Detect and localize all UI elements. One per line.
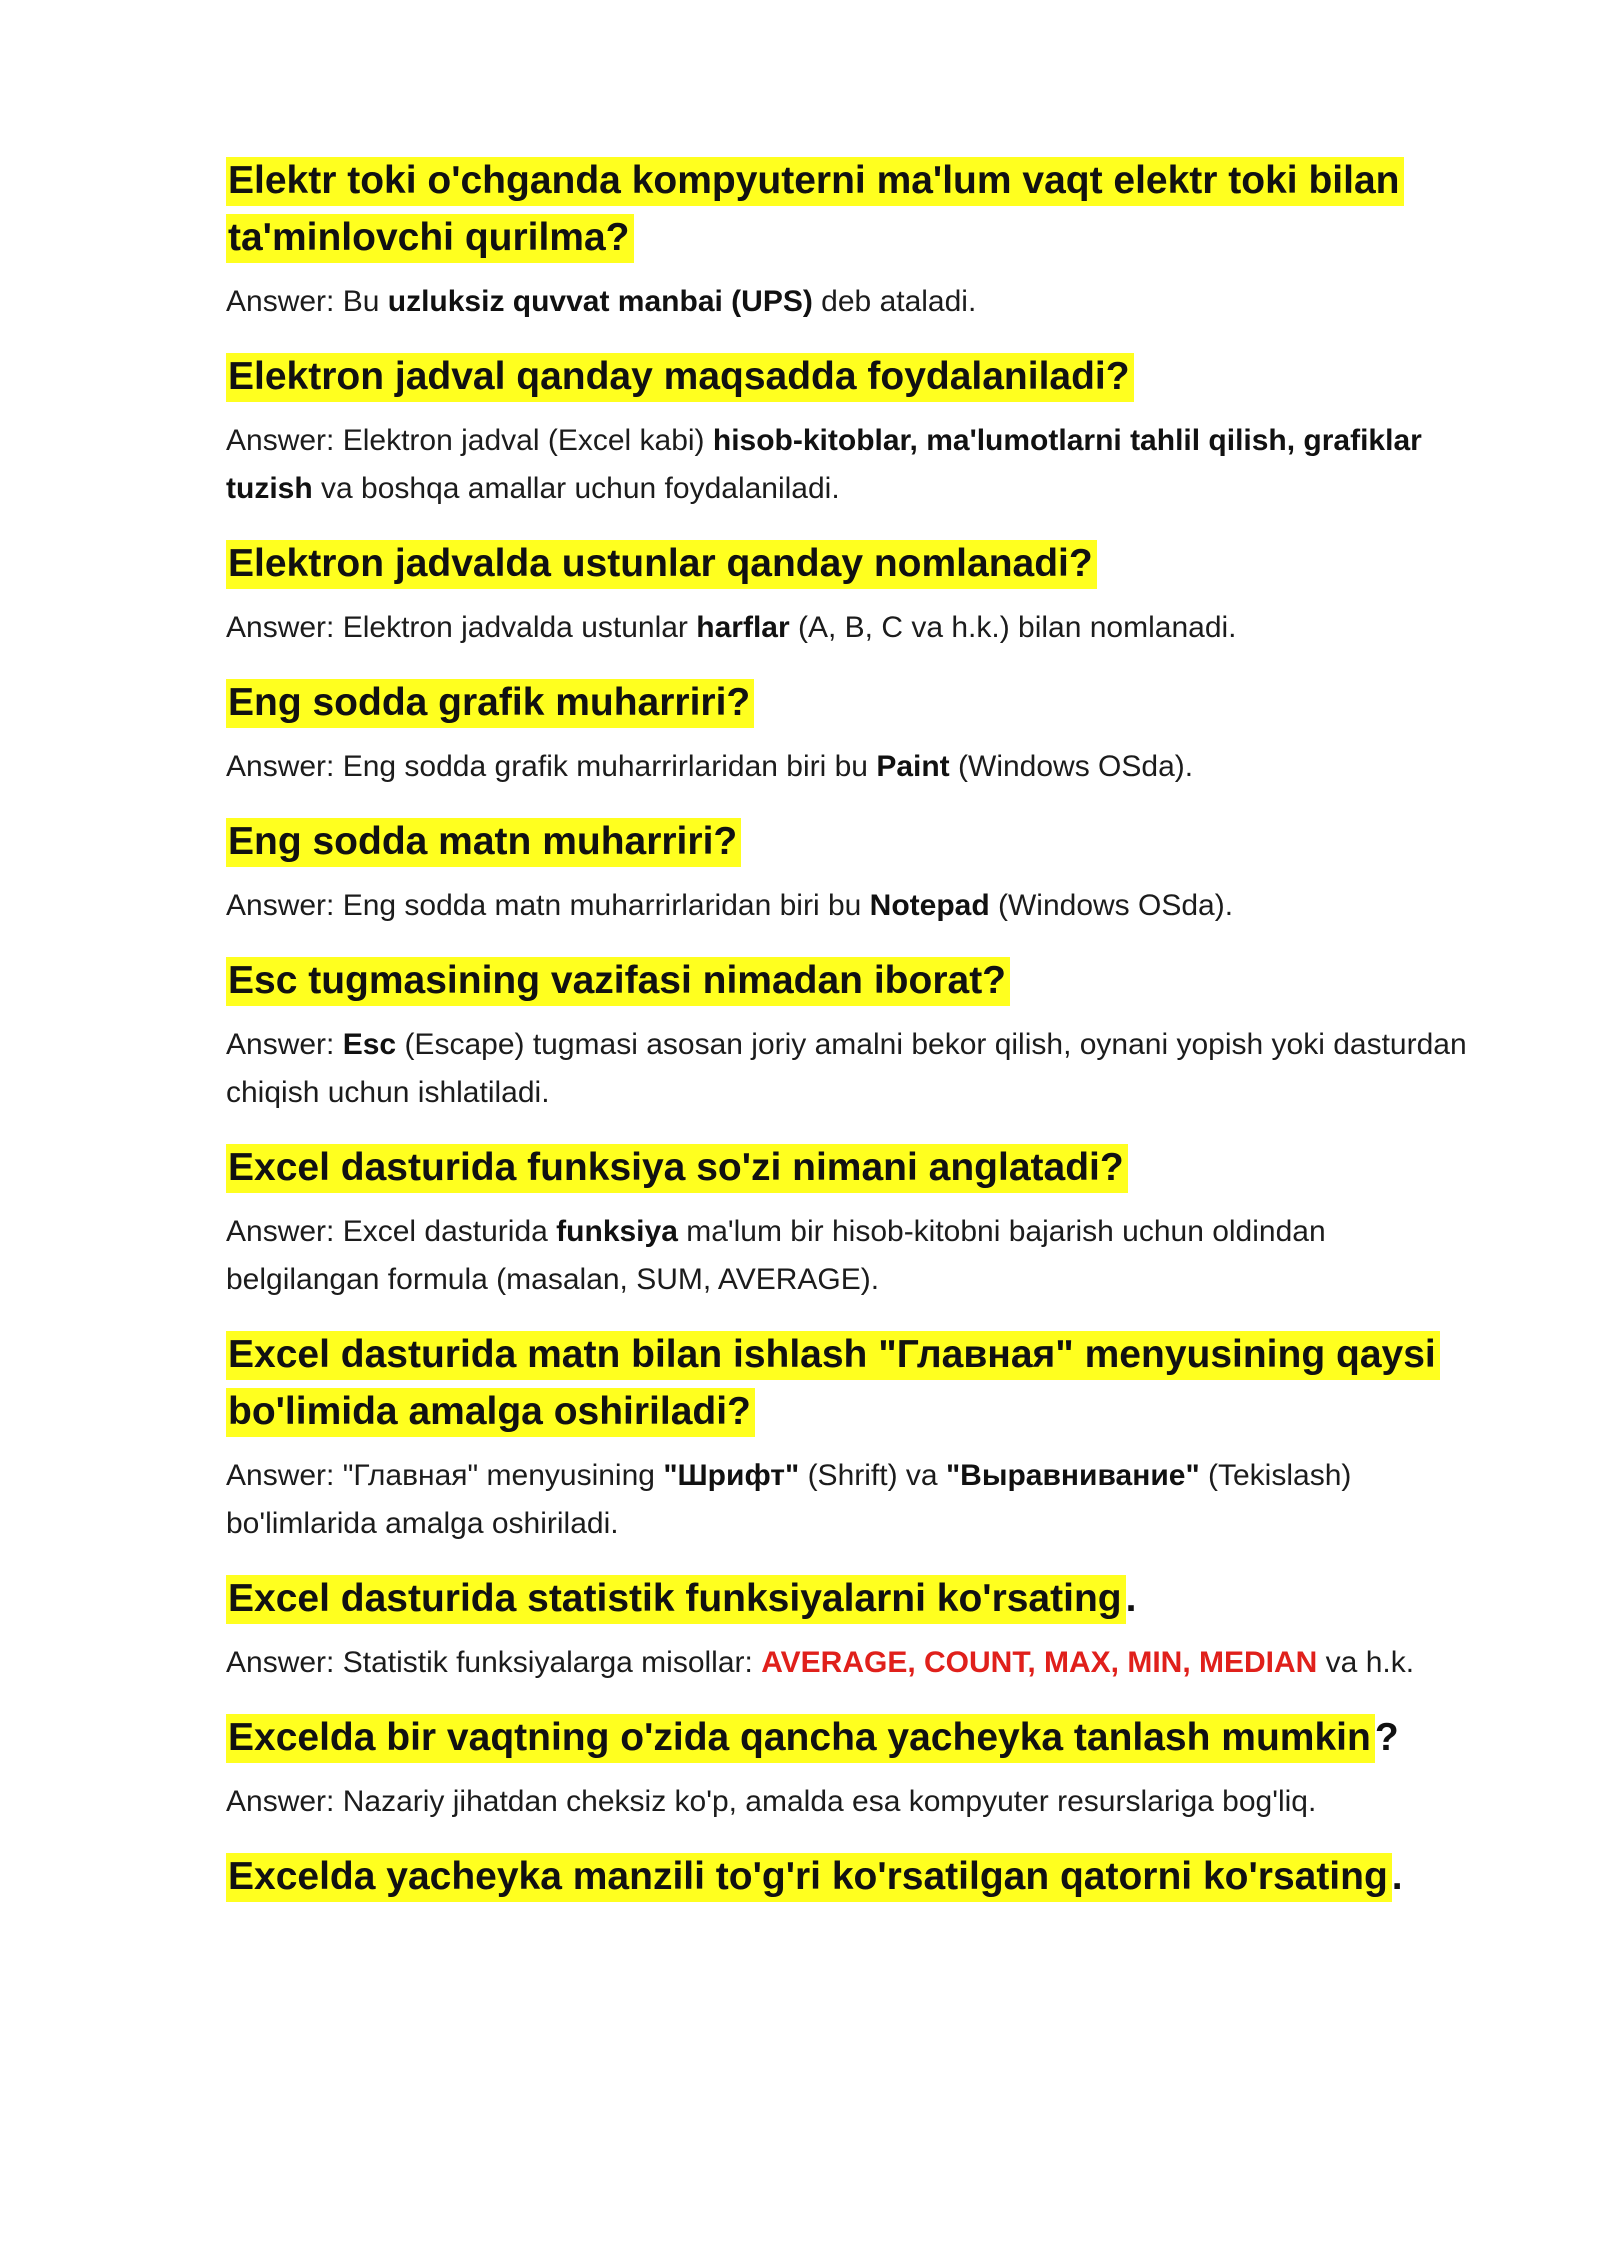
qa-item xyxy=(226,1570,1476,1709)
answer-part: Statistik funksiyalarga misollar: xyxy=(342,1646,762,1679)
answer-text xyxy=(226,278,1476,326)
answer-bold: harflar xyxy=(696,611,790,644)
qa-item xyxy=(226,1139,1476,1326)
question-highlight: Excelda yacheyka manzili to'g'ri ko'rsatilgan qatorni ko'rsating xyxy=(226,1853,1392,1902)
question-heading xyxy=(226,1139,1476,1196)
answer-bold: Paint xyxy=(876,750,950,783)
answer-text xyxy=(226,882,1476,930)
qa-item xyxy=(226,535,1476,674)
qa-item xyxy=(226,1709,1476,1848)
answer-bold: "Выравнивание" xyxy=(945,1459,1200,1492)
answer-prefix: Answer: xyxy=(226,1215,343,1248)
question-heading xyxy=(226,1326,1476,1440)
answer-part: Nazariy jihatdan cheksiz ko'p, amalda esa kompyuter resurslariga bog'liq. xyxy=(342,1785,1317,1818)
question-tail: . xyxy=(1125,1577,1137,1620)
question-heading xyxy=(226,152,1476,266)
qa-item xyxy=(226,813,1476,952)
answer-text xyxy=(226,743,1476,791)
question-heading xyxy=(226,348,1476,405)
answer-prefix: Answer: xyxy=(226,611,343,644)
answer-part: deb ataladi. xyxy=(812,285,977,318)
qa-item xyxy=(226,1848,1476,1905)
answer-bold: hisob-kitoblar, ma'lumotlarni tahlil qilish, grafiklar tuzish xyxy=(226,424,1422,505)
answer-prefix: Answer: xyxy=(226,1459,343,1492)
answer-part: va boshqa amallar uchun foydalaniladi. xyxy=(312,472,840,505)
answer-bold: "Шрифт" xyxy=(663,1459,800,1492)
answer-bold: Notepad xyxy=(869,889,990,922)
answer-prefix: Answer: xyxy=(226,1028,343,1061)
qa-item xyxy=(226,952,1476,1139)
answer-text xyxy=(226,1639,1476,1687)
question-highlight: Eng sodda grafik muharriri? xyxy=(226,679,754,728)
question-tail: . xyxy=(1391,1855,1403,1898)
answer-text xyxy=(226,1452,1476,1548)
qa-item xyxy=(226,152,1476,348)
question-highlight: Excel dasturida matn bilan ishlash "Главная" menyusining qaysi bo'limida amalga oshiriladi? xyxy=(226,1331,1440,1437)
question-highlight: Excel dasturida funksiya so'zi nimani anglatadi? xyxy=(226,1144,1128,1193)
question-highlight: Excel dasturida statistik funksiyalarni ko'rsating xyxy=(226,1575,1126,1624)
answer-part: ma'lum bir hisob-kitobni bajarish uchun oldindan belgilangan formula (masalan, SUM, AVERAGE). xyxy=(226,1215,1326,1296)
answer-part: Elektron jadval (Excel kabi) xyxy=(342,424,713,457)
answer-part: Elektron jadvalda ustunlar xyxy=(342,611,697,644)
question-heading xyxy=(226,1709,1476,1766)
answer-red-functions: AVERAGE, COUNT, MAX, MIN, MEDIAN xyxy=(761,1646,1318,1679)
qa-item xyxy=(226,1326,1476,1570)
answer-bold: Esc xyxy=(342,1028,397,1061)
question-heading xyxy=(226,813,1476,870)
answer-part: Eng sodda matn muharrirlaridan biri bu xyxy=(342,889,870,922)
answer-part: (Escape) tugmasi asosan joriy amalni bekor qilish, oynani yopish yoki dasturdan chiqish uchun ishlatiladi. xyxy=(226,1028,1467,1109)
answer-prefix: Answer: xyxy=(226,424,343,457)
answer-part: Bu xyxy=(342,285,388,318)
question-highlight: Elektron jadval qanday maqsadda foydalaniladi? xyxy=(226,353,1134,402)
answer-part: Eng sodda grafik muharrirlaridan biri bu xyxy=(342,750,877,783)
answer-part: (Windows OSda). xyxy=(949,750,1194,783)
answer-text xyxy=(226,1778,1476,1826)
question-heading xyxy=(226,535,1476,592)
qa-item xyxy=(226,348,1476,535)
answer-bold: funksiya xyxy=(556,1215,678,1248)
answer-part: va h.k. xyxy=(1317,1646,1415,1679)
question-heading xyxy=(226,952,1476,1009)
answer-prefix: Answer: xyxy=(226,750,343,783)
question-heading xyxy=(226,674,1476,731)
answer-prefix: Answer: xyxy=(226,1785,343,1818)
answer-part: "Главная" menyusining xyxy=(342,1459,664,1492)
question-highlight: Elektr toki o'chganda kompyuterni ma'lum vaqt elektr toki bilan ta'minlovchi qurilma? xyxy=(226,157,1404,263)
answer-part: (Tekislash) bo'limlarida amalga oshiriladi. xyxy=(226,1459,1352,1540)
answer-text xyxy=(226,1021,1476,1117)
answer-part: (Shrift) va xyxy=(799,1459,946,1492)
answer-part: (Windows OSda). xyxy=(989,889,1234,922)
question-highlight: Esc tugmasining vazifasi nimadan iborat? xyxy=(226,957,1010,1006)
answer-prefix: Answer: xyxy=(226,889,343,922)
question-tail: ? xyxy=(1374,1716,1399,1759)
question-highlight: Eng sodda matn muharriri? xyxy=(226,818,741,867)
answer-part: (A, B, C va h.k.) bilan nomlanadi. xyxy=(789,611,1237,644)
answer-text xyxy=(226,604,1476,652)
question-highlight: Elektron jadvalda ustunlar qanday nomlanadi? xyxy=(226,540,1097,589)
answer-prefix: Answer: xyxy=(226,1646,343,1679)
answer-part: Excel dasturida xyxy=(342,1215,557,1248)
question-highlight: Excelda bir vaqtning o'zida qancha yacheyka tanlash mumkin xyxy=(226,1714,1375,1763)
answer-bold: uzluksiz quvvat manbai (UPS) xyxy=(387,285,813,318)
qa-item xyxy=(226,674,1476,813)
answer-text xyxy=(226,1208,1476,1304)
document-page xyxy=(226,152,1476,1905)
answer-prefix: Answer: xyxy=(226,285,343,318)
question-heading xyxy=(226,1848,1476,1905)
question-heading xyxy=(226,1570,1476,1627)
answer-text xyxy=(226,417,1476,513)
